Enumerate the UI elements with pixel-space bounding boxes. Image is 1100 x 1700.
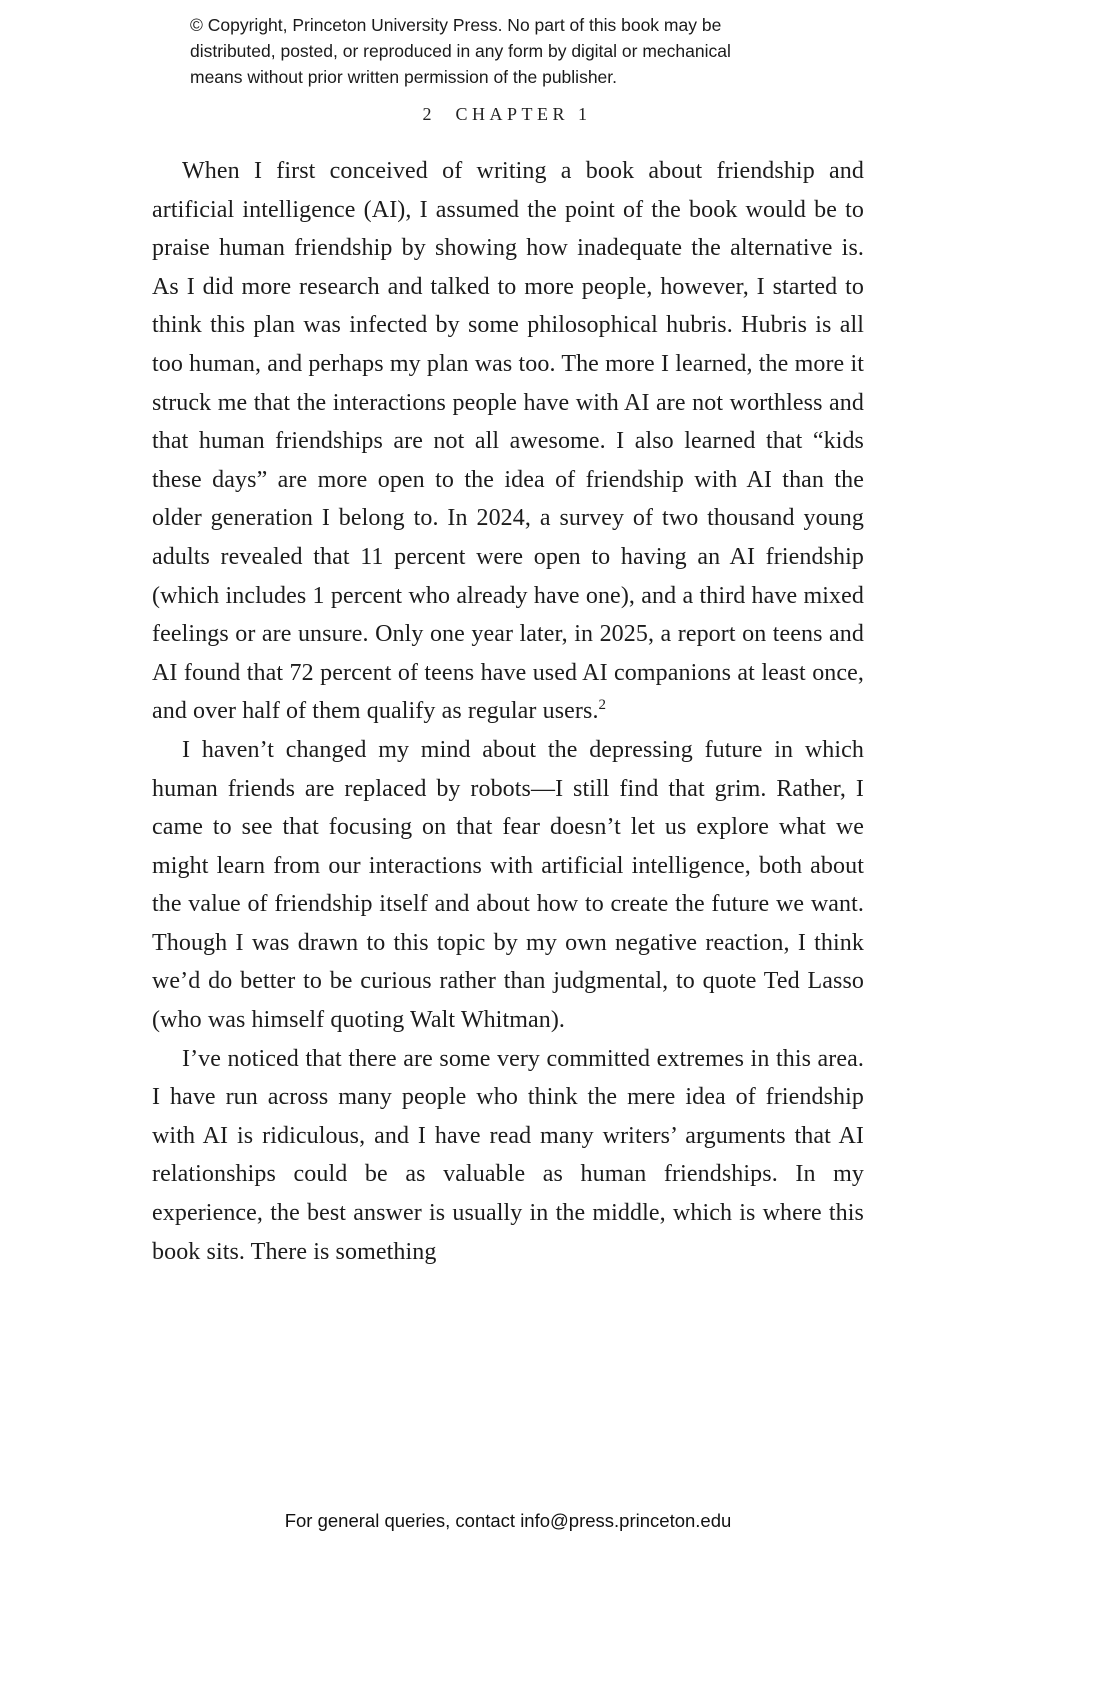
page-number: 2 <box>422 104 434 124</box>
copyright-line-1: © Copyright, Princeton University Press. No part of this book may be <box>190 15 722 35</box>
paragraph-2-text: I haven’t changed my mind about the depressing future in which human friends are replaced by robots—I still find that grim. Rather, I came to see that focusing on that fear doesn’t let us explore what we might learn from our interactions with artificial intelligence, both about the value of friendship itself and about how to create the future we want. Though I was drawn to this topic by my own negative reaction, I think we’d do better to be curious rather than judgmental, to quote Ted Lasso (who was himself quoting Walt Whitman). <box>152 736 864 1034</box>
footnote-marker-2: 2 <box>598 697 607 714</box>
body-text <box>152 152 864 1271</box>
paragraph-1 <box>152 152 864 731</box>
paragraph-1-text: When I first conceived of writing a book about friendship and artificial intelligence (AI), I assumed the point of the book would be to praise human friendship by showing how inadequate the alternative is. As I did more research and talked to more people, however, I started to think this plan was infected by some philosophical hubris. Hubris is all too human, and perhaps my plan was too. The more I learned, the more it struck me that the interactions people have with AI are not worthless and that human friendships are not all awesome. I also learned that “kids these days” are more open to the idea of friendship with AI than the older generation I belong to. In 2024, a survey of two thousand young adults revealed that 11 percent were open to having an AI friendship (which includes 1 percent who already have one), and a third have mixed feelings or are unsure. Only one year later, in 2025, a report on teens and AI found that 72 percent of teens have used AI companions at least once, and over half of them qualify as regular users. <box>152 158 864 725</box>
running-head <box>152 104 862 125</box>
copyright-line-2: distributed, posted, or reproduced in any form by digital or mechanical <box>190 41 731 61</box>
copyright-line-3: means without prior written permission of the publisher. <box>190 67 618 87</box>
footer-queries-line: For general queries, contact info@press.princeton.edu <box>284 1510 732 1531</box>
paragraph-2 <box>152 731 864 1040</box>
paragraph-3-text: I’ve noticed that there are some very committed extremes in this area. I have run across many people who think the mere idea of friendship with AI is ridiculous, and I have read many writers’ arguments that AI relationships could be as valuable as human friendships. In my experience, the best answer is usually in the middle, which is where this book sits. There is something <box>152 1045 864 1265</box>
chapter-label: CHAPTER 1 <box>455 104 592 124</box>
paragraph-3 <box>152 1040 864 1272</box>
copyright-notice <box>190 12 850 90</box>
